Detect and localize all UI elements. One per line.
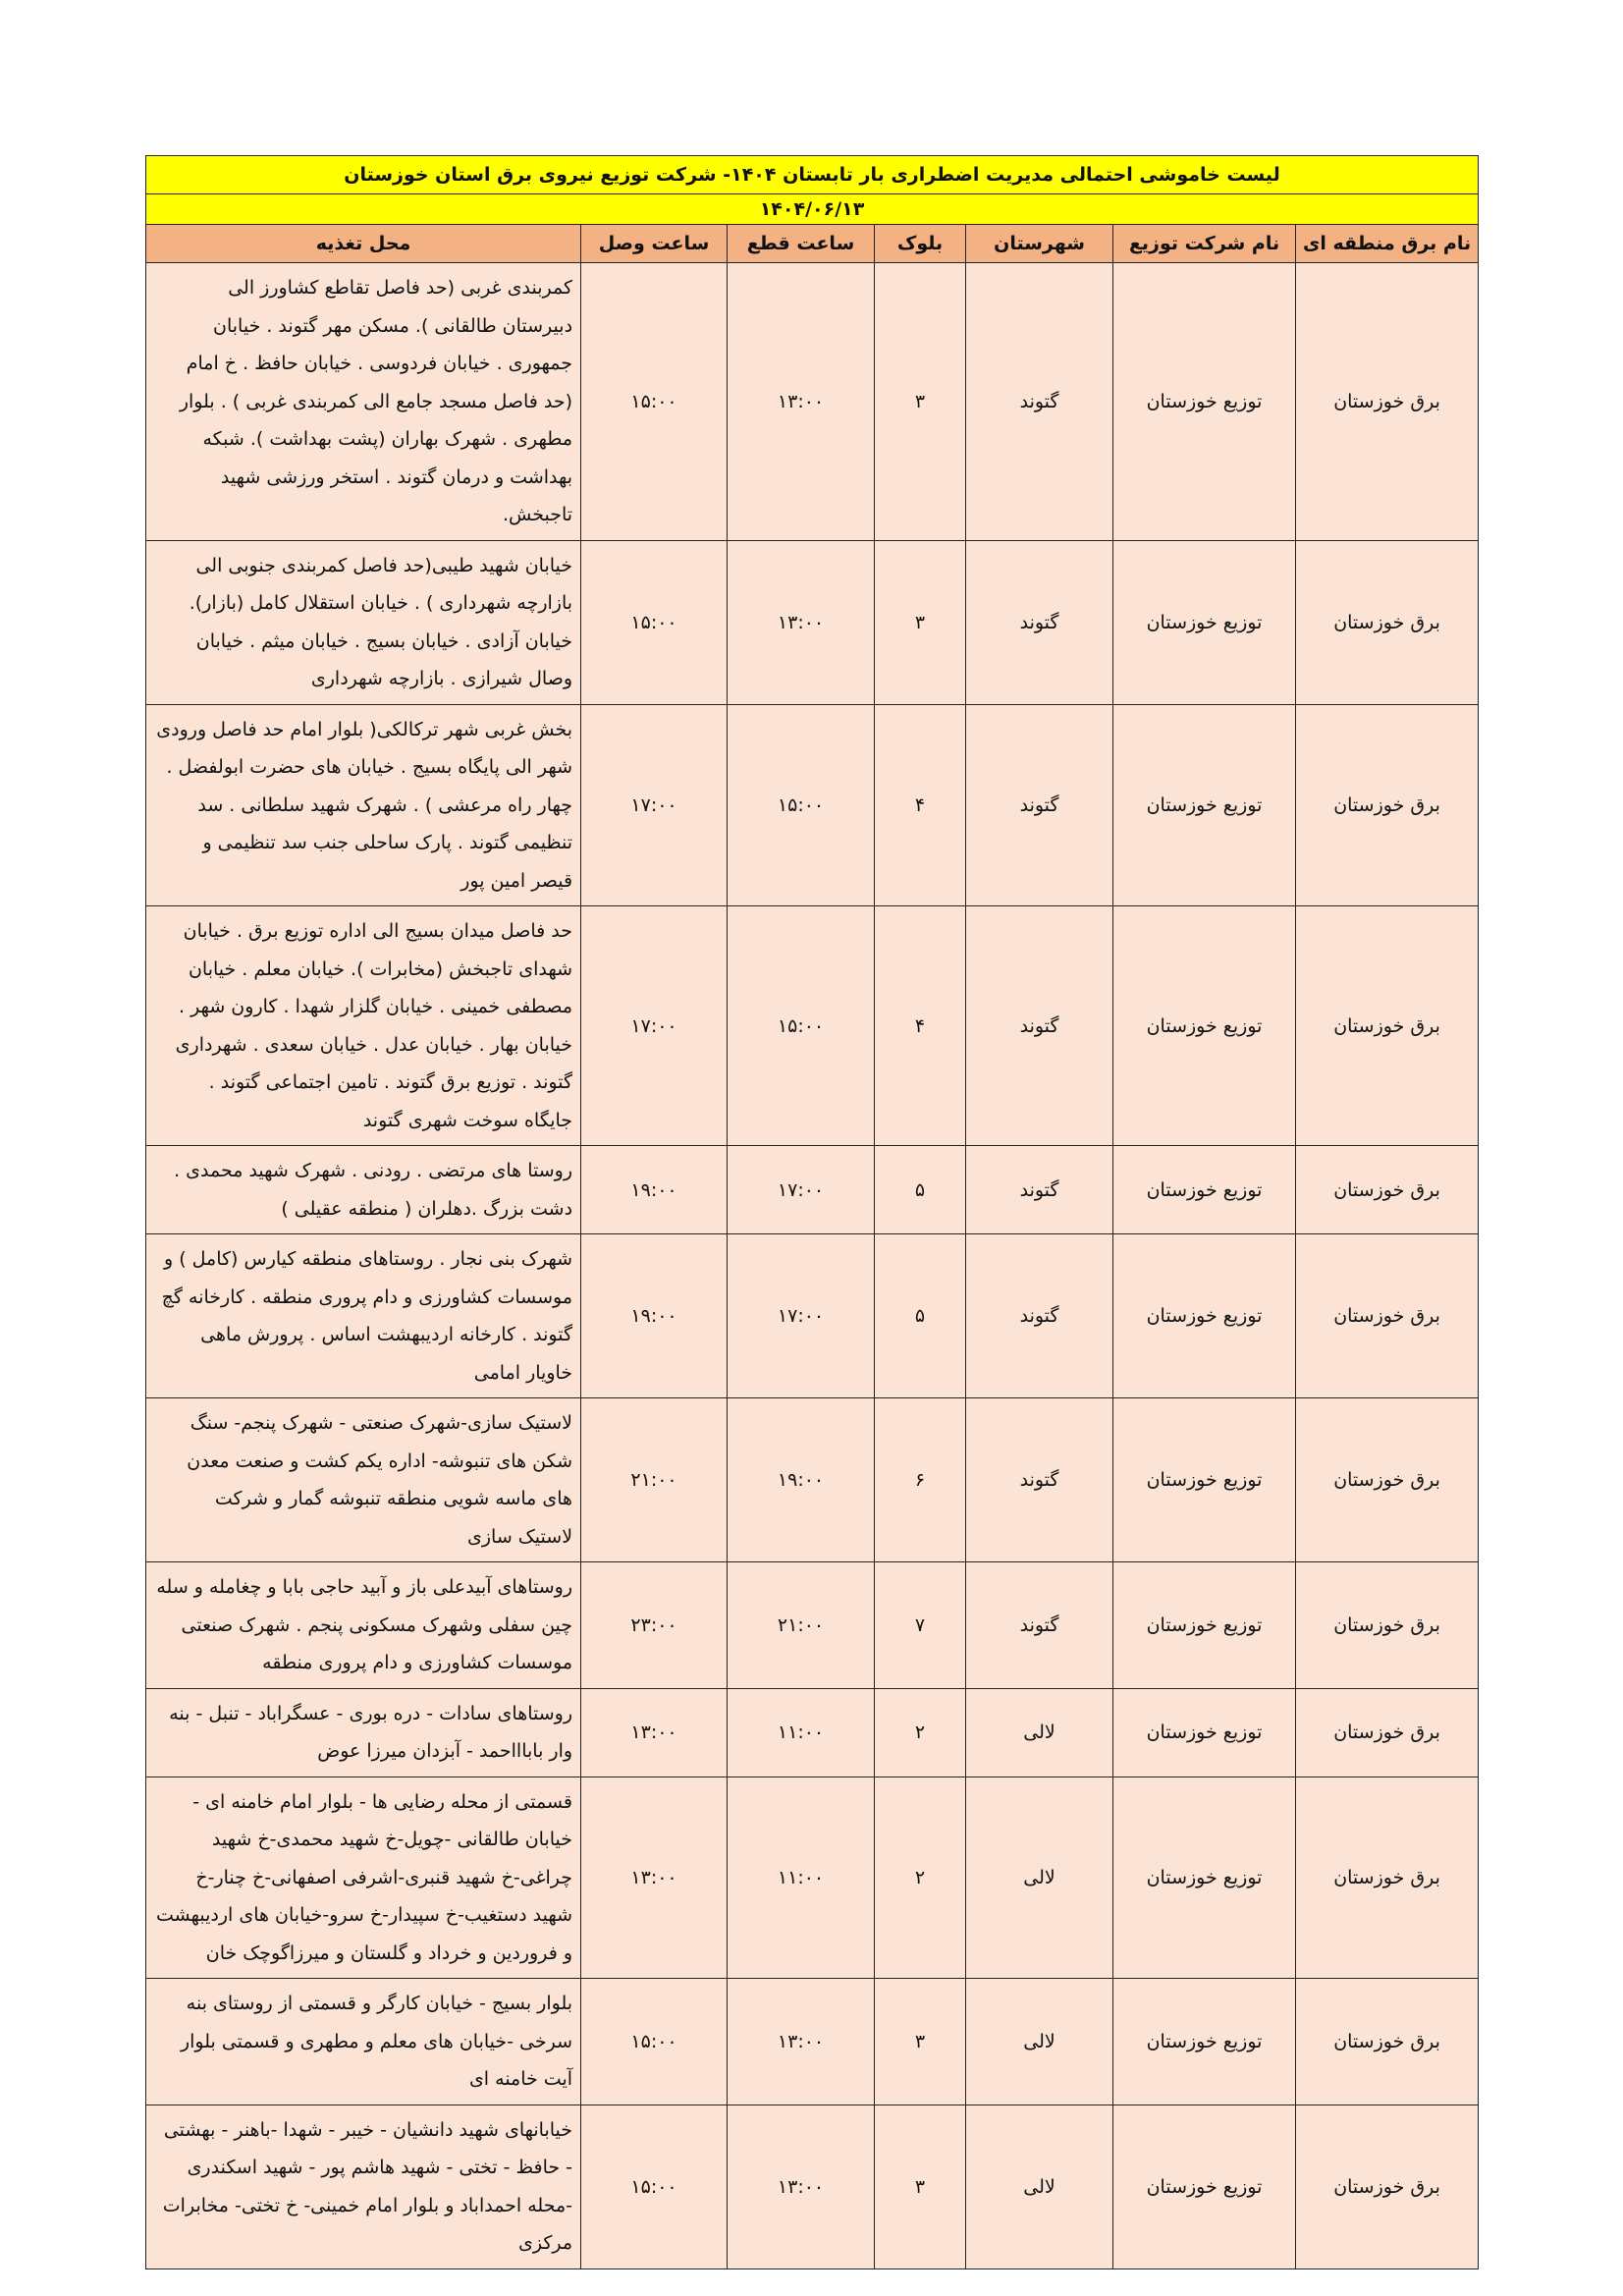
table-title: لیست خاموشی احتمالی مدیریت اضطراری بار تابستان ۱۴۰۴- شرکت توزیع نیروی برق استان خوزستان [146,156,1479,194]
cell-city: گتوند [966,1234,1113,1398]
cell-company: توزیع خوزستان [1113,1146,1296,1234]
cell-regional: برق خوزستان [1296,263,1479,541]
cell-location: روستاهای آبیدعلی باز و آبید حاجی بابا و چغامله و سله چین سفلی وشهرک مسکونی پنجم . شهرک صنعتی موسسات کشاورزی و دام پروری منطقه [146,1562,581,1689]
header-location: محل تغذیه [146,225,581,263]
cell-block: ۳ [875,263,966,541]
cell-company: توزیع خوزستان [1113,263,1296,541]
cell-regional: برق خوزستان [1296,704,1479,906]
cell-company: توزیع خوزستان [1113,2105,1296,2269]
cell-location: شهرک بنی نجار . روستاهای منطقه کیارس (کامل ) و موسسات کشاورزی و دام پروری منطقه . کارخانه گچ گتوند . کارخانه اردیبهشت اساس . پرورش ماهی خاویار امامی [146,1234,581,1398]
cell-company: توزیع خوزستان [1113,1562,1296,1689]
table-row [146,263,1479,541]
cell-city: گتوند [966,263,1113,541]
cell-cut-time: ۱۳:۰۰ [728,1979,875,2105]
table-row [146,906,1479,1146]
cell-block: ۳ [875,1979,966,2105]
cell-regional: برق خوزستان [1296,1234,1479,1398]
cell-block: ۶ [875,1398,966,1562]
cell-cut-time: ۱۱:۰۰ [728,1688,875,1777]
cell-location: لاستیک سازی-شهرک صنعتی - شهرک پنجم- سنگ شکن های تنبوشه- اداره یکم کشت و صنعت معدن های ماسه شویی منطقه تنبوشه گمار و شرکت لاستیک سازی [146,1398,581,1562]
cell-city: گتوند [966,704,1113,906]
date-row [146,194,1479,225]
cell-connect-time: ۱۵:۰۰ [581,263,728,541]
table-row [146,1398,1479,1562]
cell-cut-time: ۱۳:۰۰ [728,2105,875,2269]
cell-company: توزیع خوزستان [1113,704,1296,906]
cell-location: حد فاصل میدان بسیج الی اداره توزیع برق . خیابان شهدای تاجبخش (مخابرات ). خیابان معلم . خیابان مصطفی خمینی . خیابان گلزار شهدا . کارون شهر . خیابان بهار . خیابان عدل . خیابان سعدی . شهرداری گتوند . توزیع برق گتوند . تامین اجتماعی گتوند . جایگاه سوخت شهری گتوند [146,906,581,1146]
cell-cut-time: ۱۵:۰۰ [728,704,875,906]
blackout-table [145,155,1479,2269]
header-connect-time: ساعت وصل [581,225,728,263]
cell-company: توزیع خوزستان [1113,1398,1296,1562]
cell-cut-time: ۱۷:۰۰ [728,1234,875,1398]
cell-connect-time: ۱۹:۰۰ [581,1146,728,1234]
cell-city: لالی [966,2105,1113,2269]
cell-company: توزیع خوزستان [1113,1979,1296,2105]
cell-city: لالی [966,1688,1113,1777]
table-row [146,1688,1479,1777]
table-row [146,1979,1479,2105]
cell-connect-time: ۲۱:۰۰ [581,1398,728,1562]
cell-city: گتوند [966,1562,1113,1689]
cell-regional: برق خوزستان [1296,540,1479,704]
header-row [146,225,1479,263]
table-row [146,1234,1479,1398]
cell-block: ۲ [875,1688,966,1777]
cell-city: گتوند [966,540,1113,704]
cell-block: ۴ [875,704,966,906]
cell-company: توزیع خوزستان [1113,540,1296,704]
cell-location: بلوار بسیج - خیابان کارگر و قسمتی از روستای بنه سرخی -خیابان های معلم و مطهری و قسمتی بلوار آیت خامنه ای [146,1979,581,2105]
table-row [146,1146,1479,1234]
header-company: نام شرکت توزیع [1113,225,1296,263]
cell-cut-time: ۱۵:۰۰ [728,906,875,1146]
cell-location: خیابانهای شهید دانشیان - خیبر - شهدا -باهنر - بهشتی - حافظ - تختی - شهید هاشم پور - شهید اسکندری -محله احمداباد و بلوار امام خمینی- خ تختی- مخابرات مرکزی [146,2105,581,2269]
cell-block: ۴ [875,906,966,1146]
cell-regional: برق خوزستان [1296,2105,1479,2269]
cell-cut-time: ۱۳:۰۰ [728,263,875,541]
table-row [146,1562,1479,1689]
cell-block: ۵ [875,1234,966,1398]
table-date: ۱۴۰۴/۰۶/۱۳ [146,194,1479,225]
cell-company: توزیع خوزستان [1113,1234,1296,1398]
cell-city: گتوند [966,906,1113,1146]
cell-connect-time: ۱۵:۰۰ [581,540,728,704]
cell-block: ۳ [875,2105,966,2269]
header-city: شهرستان [966,225,1113,263]
cell-regional: برق خوزستان [1296,906,1479,1146]
cell-company: توزیع خوزستان [1113,1688,1296,1777]
title-row [146,156,1479,194]
cell-connect-time: ۱۳:۰۰ [581,1777,728,1979]
cell-city: گتوند [966,1398,1113,1562]
cell-city: لالی [966,1979,1113,2105]
blackout-schedule-sheet [145,155,1478,2269]
table-row [146,704,1479,906]
cell-location: کمربندی غربی (حد فاصل تقاطع کشاورز الی دبیرستان طالقانی ). مسکن مهر گتوند . خیابان جمهوری . خیابان فردوسی . خیابان حافظ . خ امام (حد فاصل مسجد جامع الی کمربندی غربی ) . بلوار مطهری . شهرک بهاران (پشت بهداشت ). شبکه بهداشت و درمان گتوند . استخر ورزشی شهید تاجبخش. [146,263,581,541]
cell-location: قسمتی از محله رضایی ها - بلوار امام خامنه ای - خیابان طالقانی -چویل-خ شهید محمدی-خ شهید چراغی-خ شهید قنبری-اشرفی اصفهانی-خ چنار-خ شهید دستغیب-خ سپیدار-خ سرو-خیابان های اردیبهشت و فروردین و خرداد و گلستان و میرزاگوچک خان [146,1777,581,1979]
cell-city: لالی [966,1777,1113,1979]
cell-cut-time: ۱۳:۰۰ [728,540,875,704]
cell-block: ۲ [875,1777,966,1979]
cell-location: خیابان شهید طیبی(حد فاصل کمربندی جنوبی الی بازارچه شهرداری ) . خیابان استقلال کامل (بازار). خیابان آزادی . خیابان بسیج . خیابان میثم . خیابان وصال شیرازی . بازارچه شهرداری [146,540,581,704]
cell-regional: برق خوزستان [1296,1146,1479,1234]
cell-cut-time: ۱۱:۰۰ [728,1777,875,1979]
cell-regional: برق خوزستان [1296,1562,1479,1689]
cell-regional: برق خوزستان [1296,1688,1479,1777]
cell-connect-time: ۱۷:۰۰ [581,906,728,1146]
cell-connect-time: ۱۹:۰۰ [581,1234,728,1398]
header-block: بلوک [875,225,966,263]
cell-company: توزیع خوزستان [1113,906,1296,1146]
cell-connect-time: ۱۳:۰۰ [581,1688,728,1777]
cell-location: روستا های مرتضی . رودنی . شهرک شهید محمدی . دشت بزرگ .دهلران ( منطقه عقیلی ) [146,1146,581,1234]
cell-cut-time: ۱۷:۰۰ [728,1146,875,1234]
cell-block: ۳ [875,540,966,704]
cell-regional: برق خوزستان [1296,1979,1479,2105]
cell-company: توزیع خوزستان [1113,1777,1296,1979]
cell-city: گتوند [966,1146,1113,1234]
cell-connect-time: ۱۵:۰۰ [581,2105,728,2269]
cell-location: بخش غربی شهر ترکالکی( بلوار امام حد فاصل ورودی شهر الی پایگاه بسیج . خیابان های حضرت ابولفضل . چهار راه مرعشی ) . شهرک شهید سلطانی . سد تنظیمی گتوند . پارک ساحلی جنب سد تنظیمی و قیصر امین پور [146,704,581,906]
cell-cut-time: ۲۱:۰۰ [728,1562,875,1689]
table-row [146,1777,1479,1979]
cell-connect-time: ۱۵:۰۰ [581,1979,728,2105]
cell-connect-time: ۲۳:۰۰ [581,1562,728,1689]
table-row [146,2105,1479,2269]
cell-cut-time: ۱۹:۰۰ [728,1398,875,1562]
cell-block: ۵ [875,1146,966,1234]
cell-regional: برق خوزستان [1296,1398,1479,1562]
cell-location: روستاهای سادات - دره بوری - عسگراباد - تنبل - بنه وار باباااحمد - آبزدان میرزا عوض [146,1688,581,1777]
cell-block: ۷ [875,1562,966,1689]
cell-connect-time: ۱۷:۰۰ [581,704,728,906]
header-cut-time: ساعت قطع [728,225,875,263]
table-row [146,540,1479,704]
header-regional: نام برق منطقه ای [1296,225,1479,263]
cell-regional: برق خوزستان [1296,1777,1479,1979]
